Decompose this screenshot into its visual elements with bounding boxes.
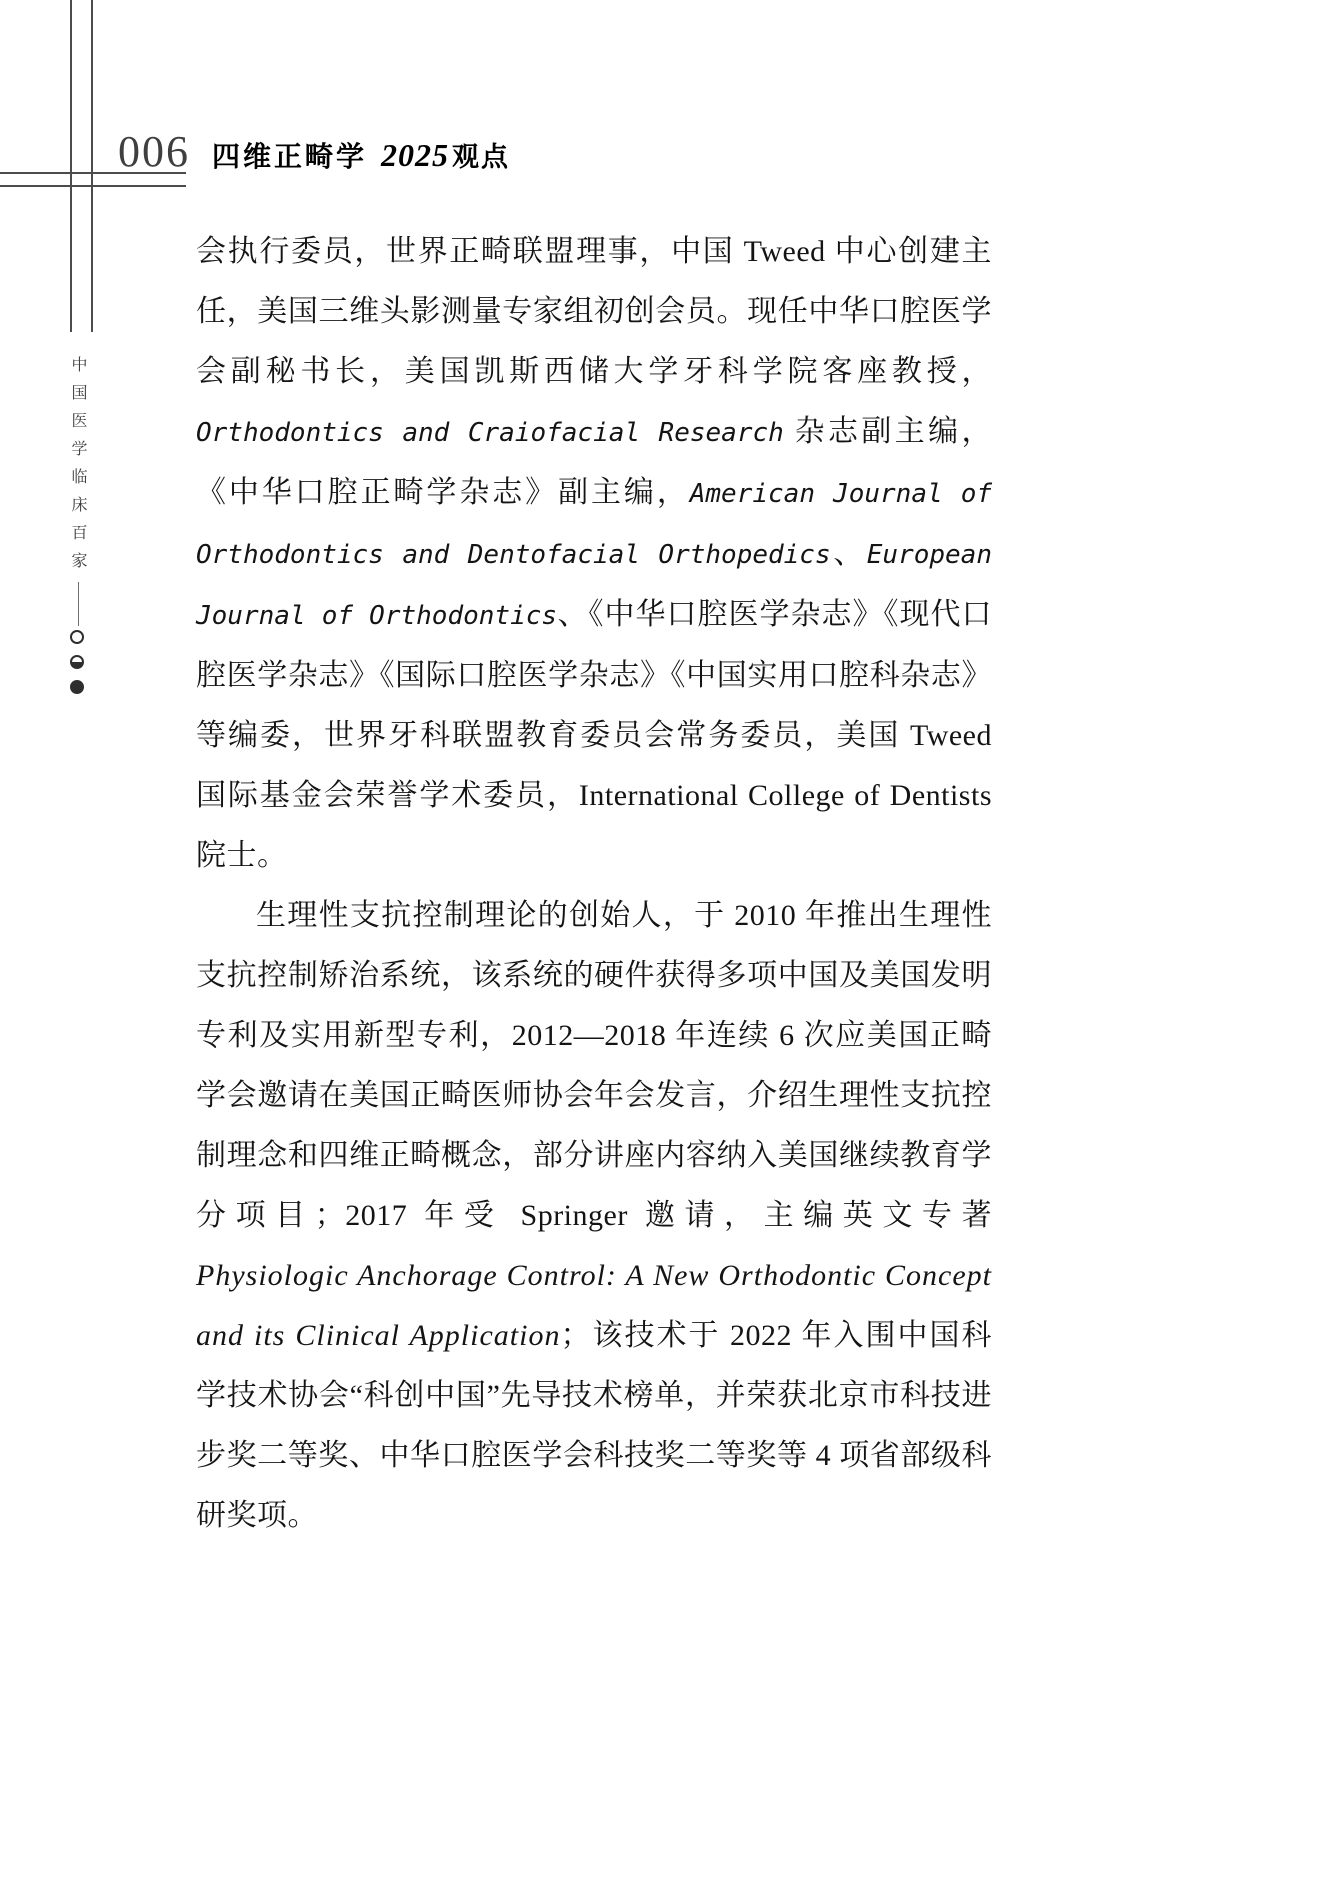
book-title: 四维正畸学 — [212, 141, 368, 172]
main-text — [196, 222, 992, 1546]
series-title-vertical: 中国医学临床百家 — [69, 356, 86, 580]
text-run: 会执行委员，世界正畸联盟理事，中国 Tweed 中心创建主任，美国三维头影测量专家组初创会员。现任中华口腔医学会副秘书长，美国凯斯西储大学牙科学院客座教授， — [196, 235, 992, 388]
edition-year: 2025 — [381, 137, 450, 173]
paragraph-achievements — [196, 886, 992, 1546]
text-run: 、 — [830, 537, 867, 570]
running-header — [118, 126, 510, 177]
text-run: 、《中华口腔医学杂志》《现代口腔医学杂志》《国际口腔医学杂志》《中国实用口腔科杂志》等编委，世界牙科联盟教育委员会常务委员，美国 Tweed 国际基金会荣誉学术委员，International College of Dentists 院士。 — [196, 598, 993, 872]
empty-circle-icon — [70, 630, 84, 644]
text-run-italic-serif: Physiologic Anchorage Control: A New Orthodontic Concept and its Clinical Application — [196, 1259, 992, 1352]
paragraph-bio — [196, 222, 992, 886]
text-run: 生理性支抗控制理论的创始人，于 2010 年推出生理性支抗控制矫治系统，该系统的硬件获得多项中国及美国发明专利及实用新型专利，2012—2018 年连续 6 次应美国正畸学会邀请在美国正畸医师协会年会发言，介绍生理性支抗控制理念和四维正畸概念，部分讲座内容纳入美国继续教育学分项目；2017 年受 Springer 邀请，主编英文专著 — [196, 899, 992, 1232]
edition-suffix: 观点 — [452, 142, 511, 172]
text-run-italic-mono: American Journal of Orthodontics and Dentofacial Orthopedics — [196, 479, 992, 570]
edition-label — [381, 135, 510, 174]
text-run-italic-mono: European Journal of Orthodontics — [196, 540, 992, 631]
filled-circle-icon — [70, 680, 84, 694]
page-number: 006 — [118, 127, 190, 176]
text-run: 杂志副主编，《中华口腔正畸学杂志》副主编， — [196, 415, 992, 509]
text-run: ；该技术于 2022 年入围中国科学技术协会“科创中国”先导技术榜单，并荣获北京市科技进步奖二等奖、中华口腔医学会科技奖二等奖等 4 项省部级科研奖项。 — [196, 1319, 993, 1532]
sidebar-divider — [78, 582, 79, 626]
text-run-italic-mono: Orthodontics and Craiofacial Research — [196, 418, 784, 448]
corner-vertical-lines — [70, 0, 93, 332]
half-filled-circle-icon — [70, 655, 84, 669]
volume-marker-dots — [70, 630, 84, 694]
